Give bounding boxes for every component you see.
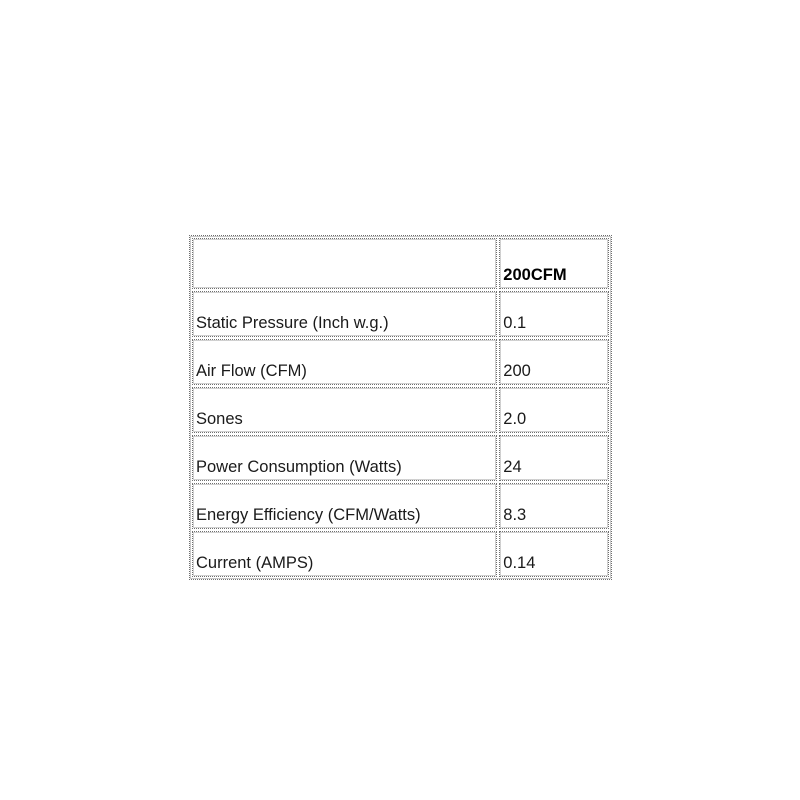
- header-model-cell: 200CFM: [499, 238, 609, 289]
- table-header-row: [192, 238, 609, 289]
- row-value: 0.1: [499, 291, 609, 337]
- row-label: Energy Efficiency (CFM/Watts): [192, 483, 497, 529]
- table-row: [192, 339, 609, 385]
- row-value: 200: [499, 339, 609, 385]
- table-row: [192, 387, 609, 433]
- row-label: Static Pressure (Inch w.g.): [192, 291, 497, 337]
- row-label: Current (AMPS): [192, 531, 497, 577]
- row-value: 24: [499, 435, 609, 481]
- row-value: 8.3: [499, 483, 609, 529]
- row-value: 0.14: [499, 531, 609, 577]
- table-row: [192, 483, 609, 529]
- spec-table: [189, 235, 612, 580]
- table-row: [192, 291, 609, 337]
- table-row: [192, 435, 609, 481]
- header-label-cell: [192, 238, 497, 289]
- row-label: Power Consumption (Watts): [192, 435, 497, 481]
- table-row: [192, 531, 609, 577]
- row-label: Air Flow (CFM): [192, 339, 497, 385]
- row-label: Sones: [192, 387, 497, 433]
- row-value: 2.0: [499, 387, 609, 433]
